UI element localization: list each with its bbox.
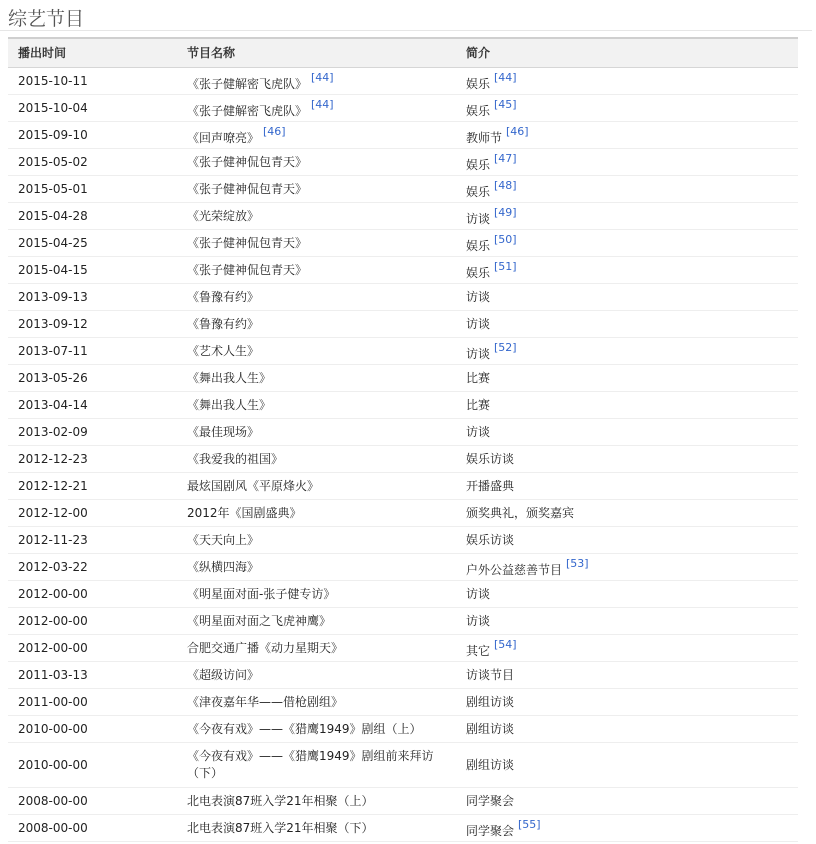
air-date-cell-text: 2015-09-10 xyxy=(18,127,88,142)
citation-link[interactable]: [47] xyxy=(494,152,517,165)
table-row xyxy=(8,257,798,284)
citation-link[interactable]: [48] xyxy=(494,179,517,192)
program-name-cell-text: 《张子健神侃包青天》 xyxy=(187,181,308,196)
program-name-cell xyxy=(177,95,456,122)
description-cell xyxy=(456,473,798,500)
header-description: 简介 xyxy=(456,38,798,68)
program-name-cell-text: 《鲁豫有约》 xyxy=(187,289,260,304)
program-name-cell-text: 《张子健神侃包青天》 xyxy=(187,262,308,277)
program-name-cell xyxy=(177,149,456,176)
air-date-cell xyxy=(8,608,177,635)
program-name-cell xyxy=(177,446,456,473)
air-date-cell-text: 2012-11-23 xyxy=(18,532,88,547)
air-date-cell xyxy=(8,788,177,815)
program-name-cell-text: 《最佳现场》 xyxy=(187,424,260,439)
description-cell xyxy=(456,122,798,149)
citation-link[interactable]: [52] xyxy=(494,341,517,354)
air-date-cell-text: 2011-03-13 xyxy=(18,667,88,682)
table-row xyxy=(8,284,798,311)
table-row xyxy=(8,68,798,95)
description-cell xyxy=(456,203,798,230)
program-name-cell-text: 《超级访问》 xyxy=(187,667,260,682)
program-name-cell-text: 《我爱我的祖国》 xyxy=(187,451,284,466)
description-cell-text: 娱乐 xyxy=(466,77,491,91)
air-date-cell-text: 2013-04-14 xyxy=(18,397,88,412)
description-cell xyxy=(456,95,798,122)
description-cell xyxy=(456,581,798,608)
description-cell xyxy=(456,419,798,446)
table-row xyxy=(8,392,798,419)
citation-link[interactable]: [44] xyxy=(311,71,334,84)
air-date-cell-text: 2015-04-15 xyxy=(18,262,88,277)
table-row xyxy=(8,716,798,743)
air-date-cell-text: 2013-09-12 xyxy=(18,316,88,331)
description-cell xyxy=(456,716,798,743)
table-row xyxy=(8,203,798,230)
air-date-cell-text: 2012-00-00 xyxy=(18,613,88,628)
air-date-cell xyxy=(8,230,177,257)
description-cell-text: 访谈 xyxy=(466,424,491,439)
air-date-cell-text: 2011-00-00 xyxy=(18,694,88,709)
table-row xyxy=(8,662,798,689)
program-name-cell xyxy=(177,473,456,500)
program-name-cell-text: 《光荣绽放》 xyxy=(187,208,260,223)
description-cell xyxy=(456,788,798,815)
description-cell-text: 剧组访谈 xyxy=(466,694,515,709)
program-name-cell xyxy=(177,527,456,554)
air-date-cell xyxy=(8,662,177,689)
air-date-cell xyxy=(8,122,177,149)
air-date-cell xyxy=(8,419,177,446)
air-date-cell xyxy=(8,581,177,608)
table-row xyxy=(8,689,798,716)
table-row xyxy=(8,176,798,203)
program-name-cell-text: 《今夜有戏》——《猎鹰1949》剧组（上） xyxy=(187,721,422,736)
description-cell xyxy=(456,311,798,338)
program-name-cell xyxy=(177,284,456,311)
program-name-cell xyxy=(177,608,456,635)
description-cell-text: 娱乐 xyxy=(466,158,491,172)
air-date-cell xyxy=(8,365,177,392)
air-date-cell-text: 2013-05-26 xyxy=(18,370,88,385)
program-name-cell xyxy=(177,689,456,716)
table-row xyxy=(8,365,798,392)
air-date-cell xyxy=(8,743,177,788)
citation-link[interactable]: [44] xyxy=(494,71,517,84)
air-date-cell-text: 2015-05-01 xyxy=(18,181,88,196)
table-row xyxy=(8,743,798,788)
description-cell-text: 娱乐 xyxy=(466,266,491,280)
description-cell-text: 访谈 xyxy=(466,212,491,226)
table-row xyxy=(8,608,798,635)
air-date-cell xyxy=(8,635,177,662)
air-date-cell-text: 2008-00-00 xyxy=(18,793,88,808)
program-name-cell xyxy=(177,419,456,446)
program-name-cell-text: 《艺术人生》 xyxy=(187,343,260,358)
program-name-cell xyxy=(177,635,456,662)
program-name-cell-text: 《津夜嘉年华——借枪剧组》 xyxy=(187,694,344,709)
air-date-cell-text: 2012-12-23 xyxy=(18,451,88,466)
table-row xyxy=(8,815,798,842)
air-date-cell xyxy=(8,815,177,842)
program-name-cell-text: 《张子健解密飞虎队》 xyxy=(187,104,308,118)
program-name-cell-text: 《天天向上》 xyxy=(187,532,260,547)
program-name-cell-text: 《舞出我人生》 xyxy=(187,397,272,412)
description-cell-text: 访谈 xyxy=(466,613,491,628)
description-cell-text: 颁奖典礼，颁奖嘉宾 xyxy=(466,505,575,520)
program-name-cell xyxy=(177,554,456,581)
table-row xyxy=(8,581,798,608)
description-cell xyxy=(456,365,798,392)
air-date-cell-text: 2008-00-00 xyxy=(18,820,88,835)
table-row xyxy=(8,419,798,446)
header-program-name: 节目名称 xyxy=(177,38,456,68)
air-date-cell-text: 2015-10-11 xyxy=(18,73,88,88)
description-cell xyxy=(456,815,798,842)
table-row xyxy=(8,122,798,149)
description-cell-text: 娱乐 xyxy=(466,185,491,199)
air-date-cell xyxy=(8,392,177,419)
table-row xyxy=(8,230,798,257)
header-air-date: 播出时间 xyxy=(8,38,177,68)
description-cell xyxy=(456,68,798,95)
table-row xyxy=(8,788,798,815)
air-date-cell-text: 2012-12-21 xyxy=(18,478,88,493)
variety-shows-table xyxy=(8,37,798,842)
air-date-cell xyxy=(8,257,177,284)
air-date-cell xyxy=(8,203,177,230)
program-name-cell-text: 2012年《国剧盛典》 xyxy=(187,505,302,520)
program-name-cell xyxy=(177,230,456,257)
citation-link[interactable]: [51] xyxy=(494,260,517,273)
citation-link[interactable]: [45] xyxy=(494,98,517,111)
program-name-cell xyxy=(177,788,456,815)
description-cell-text: 户外公益慈善节目 xyxy=(466,563,563,577)
program-name-cell-text: 《明星面对面-张子健专访》 xyxy=(187,586,336,601)
program-name-cell xyxy=(177,311,456,338)
program-name-cell xyxy=(177,203,456,230)
air-date-cell-text: 2010-00-00 xyxy=(18,721,88,736)
table-row xyxy=(8,527,798,554)
citation-link[interactable]: [46] xyxy=(263,125,286,138)
air-date-cell-text: 2015-04-28 xyxy=(18,208,88,223)
program-name-cell-text: 《纵横四海》 xyxy=(187,559,260,574)
description-cell xyxy=(456,554,798,581)
air-date-cell xyxy=(8,338,177,365)
description-cell xyxy=(456,743,798,788)
air-date-cell-text: 2013-02-09 xyxy=(18,424,88,439)
table-row xyxy=(8,500,798,527)
description-cell-text: 开播盛典 xyxy=(466,478,515,493)
air-date-cell-text: 2015-05-02 xyxy=(18,154,88,169)
program-name-cell xyxy=(177,500,456,527)
program-name-cell xyxy=(177,365,456,392)
air-date-cell xyxy=(8,176,177,203)
citation-link[interactable]: [54] xyxy=(494,638,517,651)
citation-link[interactable]: [46] xyxy=(506,125,529,138)
air-date-cell xyxy=(8,311,177,338)
description-cell-text: 其它 xyxy=(466,644,491,658)
description-cell-text: 同学聚会 xyxy=(466,824,515,838)
citation-link[interactable]: [50] xyxy=(494,233,517,246)
description-cell xyxy=(456,608,798,635)
program-name-cell-text: 《回声嘹亮》 xyxy=(187,131,260,145)
program-name-cell xyxy=(177,815,456,842)
program-name-cell xyxy=(177,662,456,689)
program-name-cell xyxy=(177,581,456,608)
program-name-cell xyxy=(177,716,456,743)
program-name-cell-text: 《鲁豫有约》 xyxy=(187,316,260,331)
air-date-cell xyxy=(8,689,177,716)
description-cell xyxy=(456,635,798,662)
program-name-cell-text: 《舞出我人生》 xyxy=(187,370,272,385)
air-date-cell-text: 2015-04-25 xyxy=(18,235,88,250)
description-cell-text: 剧组访谈 xyxy=(466,757,515,772)
program-name-cell xyxy=(177,68,456,95)
air-date-cell-text: 2015-10-04 xyxy=(18,100,88,115)
air-date-cell xyxy=(8,149,177,176)
description-cell xyxy=(456,230,798,257)
table-row xyxy=(8,311,798,338)
description-cell xyxy=(456,392,798,419)
program-name-cell xyxy=(177,122,456,149)
description-cell-text: 访谈 xyxy=(466,347,491,361)
description-cell-text: 剧组访谈 xyxy=(466,721,515,736)
air-date-cell-text: 2012-03-22 xyxy=(18,559,88,574)
description-cell-text: 访谈 xyxy=(466,316,491,331)
air-date-cell xyxy=(8,527,177,554)
description-cell xyxy=(456,176,798,203)
air-date-cell-text: 2012-00-00 xyxy=(18,640,88,655)
air-date-cell xyxy=(8,446,177,473)
description-cell xyxy=(456,662,798,689)
description-cell xyxy=(456,284,798,311)
description-cell-text: 娱乐 xyxy=(466,239,491,253)
program-name-cell-text: 《张子健神侃包青天》 xyxy=(187,235,308,250)
description-cell xyxy=(456,500,798,527)
description-cell-text: 娱乐访谈 xyxy=(466,451,515,466)
title-divider xyxy=(0,30,812,31)
program-name-cell xyxy=(177,338,456,365)
description-cell xyxy=(456,446,798,473)
program-name-cell xyxy=(177,176,456,203)
description-cell xyxy=(456,689,798,716)
air-date-cell xyxy=(8,500,177,527)
program-name-cell-text: 北电表演87班入学21年相聚（上） xyxy=(187,793,374,808)
description-cell-text: 教师节 xyxy=(466,131,503,145)
citation-link[interactable]: [53] xyxy=(566,557,589,570)
program-name-cell-text: 最炫国剧风《平原烽火》 xyxy=(187,478,320,493)
air-date-cell-text: 2012-00-00 xyxy=(18,586,88,601)
table-header-row xyxy=(8,38,798,68)
table-row xyxy=(8,554,798,581)
air-date-cell xyxy=(8,554,177,581)
description-cell-text: 娱乐访谈 xyxy=(466,532,515,547)
air-date-cell xyxy=(8,95,177,122)
air-date-cell-text: 2013-09-13 xyxy=(18,289,88,304)
program-name-cell-text: 《今夜有戏》——《猎鹰1949》剧组前来拜访（下） xyxy=(187,749,434,780)
table-row xyxy=(8,338,798,365)
program-name-cell-text: 《张子健解密飞虎队》 xyxy=(187,77,308,91)
description-cell-text: 娱乐 xyxy=(466,104,491,118)
air-date-cell-text: 2013-07-11 xyxy=(18,343,88,358)
table-row xyxy=(8,473,798,500)
description-cell xyxy=(456,338,798,365)
program-name-cell-text: 《明星面对面之飞虎神鹰》 xyxy=(187,613,332,628)
air-date-cell xyxy=(8,68,177,95)
air-date-cell-text: 2012-12-00 xyxy=(18,505,88,520)
section-title: 综艺节目 xyxy=(8,8,85,30)
table-row xyxy=(8,635,798,662)
air-date-cell xyxy=(8,284,177,311)
citation-link[interactable]: [55] xyxy=(518,818,541,831)
table-row xyxy=(8,95,798,122)
air-date-cell xyxy=(8,716,177,743)
citation-link[interactable]: [44] xyxy=(311,98,334,111)
description-cell-text: 比赛 xyxy=(466,397,491,412)
program-name-cell xyxy=(177,392,456,419)
description-cell-text: 访谈 xyxy=(466,586,491,601)
program-name-cell xyxy=(177,743,456,788)
description-cell-text: 访谈 xyxy=(466,289,491,304)
program-name-cell-text: 《张子健神侃包青天》 xyxy=(187,154,308,169)
description-cell-text: 访谈节目 xyxy=(466,667,515,682)
description-cell-text: 同学聚会 xyxy=(466,793,515,808)
program-name-cell xyxy=(177,257,456,284)
description-cell xyxy=(456,149,798,176)
program-name-cell-text: 合肥交通广播《动力星期天》 xyxy=(187,640,344,655)
description-cell xyxy=(456,527,798,554)
air-date-cell-text: 2010-00-00 xyxy=(18,757,88,772)
air-date-cell xyxy=(8,473,177,500)
citation-link[interactable]: [49] xyxy=(494,206,517,219)
description-cell-text: 比赛 xyxy=(466,370,491,385)
table-row xyxy=(8,446,798,473)
description-cell xyxy=(456,257,798,284)
table-row xyxy=(8,149,798,176)
program-name-cell-text: 北电表演87班入学21年相聚（下） xyxy=(187,820,374,835)
